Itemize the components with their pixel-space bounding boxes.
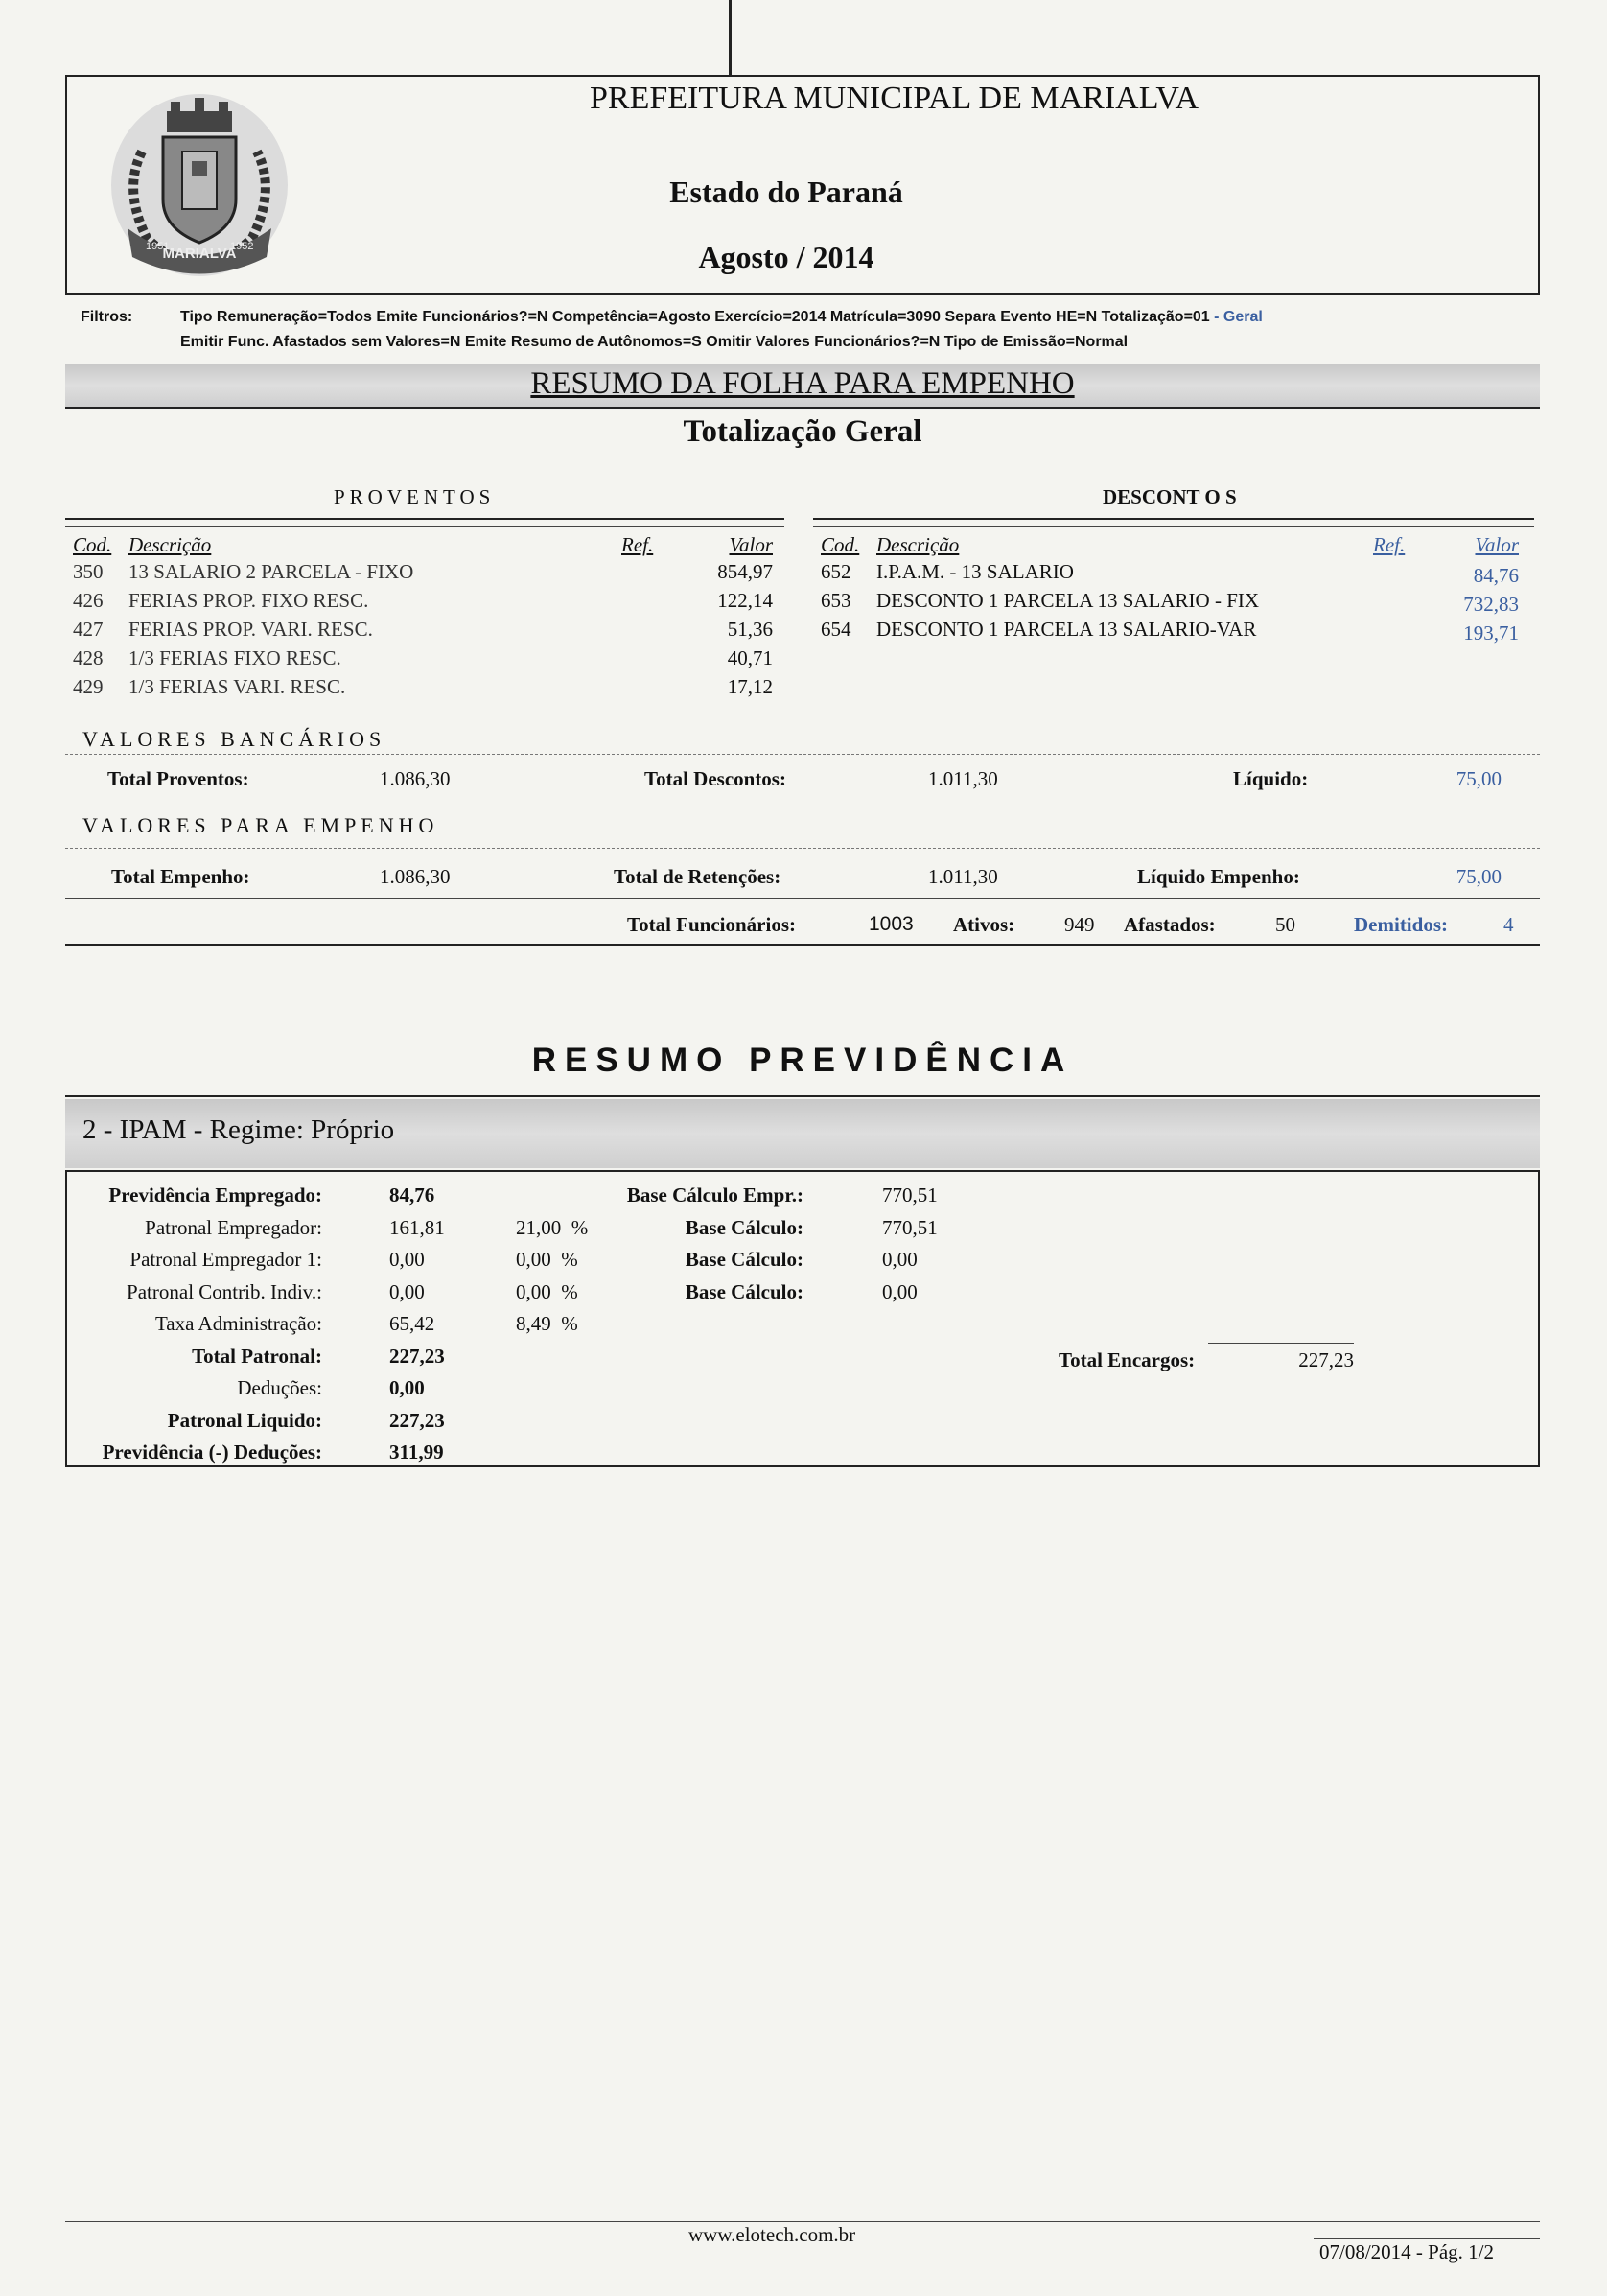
descontos-rule [813,518,1534,520]
total-empenho-value: 1.086,30 [380,865,451,888]
previdencia-pct: 8,49 % [516,1312,578,1335]
proventos-desc: FERIAS PROP. FIXO RESC. [128,589,369,612]
afastados-label: Afastados: [1124,913,1216,936]
liquido-empenho-label: Líquido Empenho: [1137,865,1300,888]
funcionarios-rule [65,944,1540,946]
proventos-rule [65,518,784,520]
filters-line2: Emitir Func. Afastados sem Valores=N Emite Resumo de Autônomos=S Omitir Valores Funcionários?=N Tipo de Emissão=Normal [180,334,1129,350]
previdencia-base-label: Base Cálculo: [685,1215,804,1239]
empenho-dash [65,848,1540,849]
descontos-cod: 652 [821,560,851,583]
previdencia-value: 0,00 [389,1279,425,1303]
city-title: PREFEITURA MUNICIPAL DE MARIALVA [590,81,1199,116]
previdencia-base-label: Base Cálculo: [685,1279,804,1303]
previdencia-label: Patronal Empregador: [145,1215,322,1239]
footer-site: www.elotech.com.br [688,2223,856,2246]
ativos-value: 949 [1064,913,1095,936]
previdencia-label: Total Patronal: [192,1344,322,1368]
scan-mark [729,0,732,75]
descontos-desc: I.P.A.M. - 13 SALARIO [876,560,1074,583]
previdencia-base-label: Base Cálculo Empr.: [626,1183,804,1207]
filters-line1-total: - Geral [1214,309,1263,325]
proventos-col-cod: Cod. [73,533,112,556]
descontos-valor: 193,71 [1463,621,1519,644]
footer-page: 07/08/2014 - Pág. 1/2 [1319,2240,1494,2263]
svg-text:1951: 1951 [146,241,170,252]
descontos-desc: DESCONTO 1 PARCELA 13 SALARIO - FIX [876,589,1260,612]
proventos-cod: 428 [73,646,104,669]
previdencia-base: 0,00 [882,1279,918,1303]
previdencia-pct: 21,00 % [516,1215,589,1239]
regime-title: 2 - IPAM - Regime: Próprio [82,1114,395,1145]
previdencia-value: 0,00 [389,1376,425,1399]
bancarios-heading: VALORES BANCÁRIOS [82,727,386,751]
footer-page-rule [1314,2238,1540,2239]
previdencia-value: 65,42 [389,1312,435,1335]
footer-rule [65,2221,1540,2222]
filters-label: Filtros: [81,309,133,325]
previdencia-title: RESUMO PREVIDÊNCIA [531,1042,1074,1079]
liquido-value: 75,00 [1456,767,1502,790]
descontos-cod: 653 [821,589,851,612]
previdencia-top-rule [65,1095,1540,1097]
previdencia-label: Patronal Liquido: [167,1408,322,1432]
previdencia-label: Deduções: [237,1376,322,1399]
proventos-valor: 51,36 [727,618,773,641]
empenho-heading: VALORES PARA EMPENHO [82,813,439,837]
total-funcionarios-label: Total Funcionários: [627,913,796,936]
filters-line1: Tipo Remuneração=Todos Emite Funcionários?=N Competência=Agosto Exercício=2014 Matrícula=3090 Separa Evento HE=N Totalização=01 [180,309,1215,325]
previdencia-label: Previdência (-) Deduções: [102,1441,322,1464]
descontos-desc: DESCONTO 1 PARCELA 13 SALARIO-VAR [876,618,1257,641]
ativos-label: Ativos: [953,913,1015,936]
total-funcionarios-value: 1003 [869,913,914,935]
previdencia-value: 227,23 [389,1408,445,1432]
summary-title: RESUMO DA FOLHA PARA EMPENHO [530,366,1075,401]
proventos-desc: 13 SALARIO 2 PARCELA - FIXO [128,560,414,583]
descontos-col-valor: Valor [1475,533,1519,556]
proventos-col-ref: Ref. [621,533,654,556]
previdencia-base: 770,51 [882,1183,938,1207]
demitidos-value: 4 [1503,913,1514,936]
previdencia-base: 0,00 [882,1248,918,1271]
coat-of-arms-icon [104,84,295,286]
previdencia-pct: 0,00 % [516,1279,578,1303]
total-retencoes-label: Total de Retenções: [614,865,781,888]
previdencia-pct: 0,00 % [516,1248,578,1271]
total-descontos-label: Total Descontos: [644,767,786,790]
proventos-heading: PROVENTOS [334,485,496,508]
encargos-label: Total Encargos: [1059,1348,1196,1371]
previdencia-value: 0,00 [389,1248,425,1271]
proventos-cod: 426 [73,589,104,612]
descontos-col-cod: Cod. [821,533,860,556]
descontos-valor: 732,83 [1463,593,1519,616]
proventos-col-valor: Valor [729,533,773,556]
proventos-cod: 429 [73,675,104,698]
proventos-valor: 17,12 [727,675,773,698]
proventos-valor: 122,14 [717,589,773,612]
total-retencoes-value: 1.011,30 [928,865,998,888]
svg-text:MARIALVA: MARIALVA [162,246,237,262]
encargos-rule [1208,1343,1354,1344]
previdencia-base: 770,51 [882,1215,938,1239]
proventos-desc: FERIAS PROP. VARI. RESC. [128,618,373,641]
proventos-cod: 350 [73,560,104,583]
total-proventos-value: 1.086,30 [380,767,451,790]
descontos-valor: 84,76 [1473,564,1519,587]
previdencia-label: Patronal Empregador 1: [129,1248,322,1271]
previdencia-value: 311,99 [389,1441,444,1464]
total-descontos-value: 1.011,30 [928,767,998,790]
descontos-col-ref: Ref. [1373,533,1406,556]
previdencia-label: Previdência Empregado: [108,1183,322,1207]
previdencia-label: Taxa Administração: [154,1312,322,1335]
afastados-value: 50 [1275,913,1295,936]
previdencia-label: Patronal Contrib. Indiv.: [127,1279,322,1303]
proventos-valor: 40,71 [727,646,773,669]
svg-text:1952: 1952 [230,241,254,252]
proventos-rule-2 [65,526,784,527]
descontos-heading: DESCONT O S [1103,485,1237,508]
proventos-col-desc: Descrição [128,533,212,556]
demitidos-label: Demitidos: [1354,913,1448,936]
proventos-desc: 1/3 FERIAS VARI. RESC. [128,675,346,698]
liquido-empenho-value: 75,00 [1456,865,1502,888]
state-title: Estado do Paraná [669,175,903,209]
descontos-rule-2 [813,526,1534,527]
previdencia-value: 227,23 [389,1344,445,1368]
descontos-cod: 654 [821,618,851,641]
bancarios-dash [65,754,1540,755]
encargos-value: 227,23 [1298,1348,1354,1371]
previdencia-value: 161,81 [389,1215,445,1239]
total-empenho-label: Total Empenho: [111,865,250,888]
total-proventos-label: Total Proventos: [107,767,249,790]
liquido-label: Líquido: [1233,767,1309,790]
descontos-col-desc: Descrição [876,533,960,556]
summary-subtitle: Totalização Geral [683,414,922,449]
proventos-cod: 427 [73,618,104,641]
period-title: Agosto / 2014 [698,240,874,274]
proventos-valor: 854,97 [717,560,773,583]
summary-rule [65,407,1540,409]
previdencia-base-label: Base Cálculo: [685,1248,804,1271]
empenho-rule [65,898,1540,899]
proventos-desc: 1/3 FERIAS FIXO RESC. [128,646,341,669]
previdencia-value: 84,76 [389,1183,435,1207]
